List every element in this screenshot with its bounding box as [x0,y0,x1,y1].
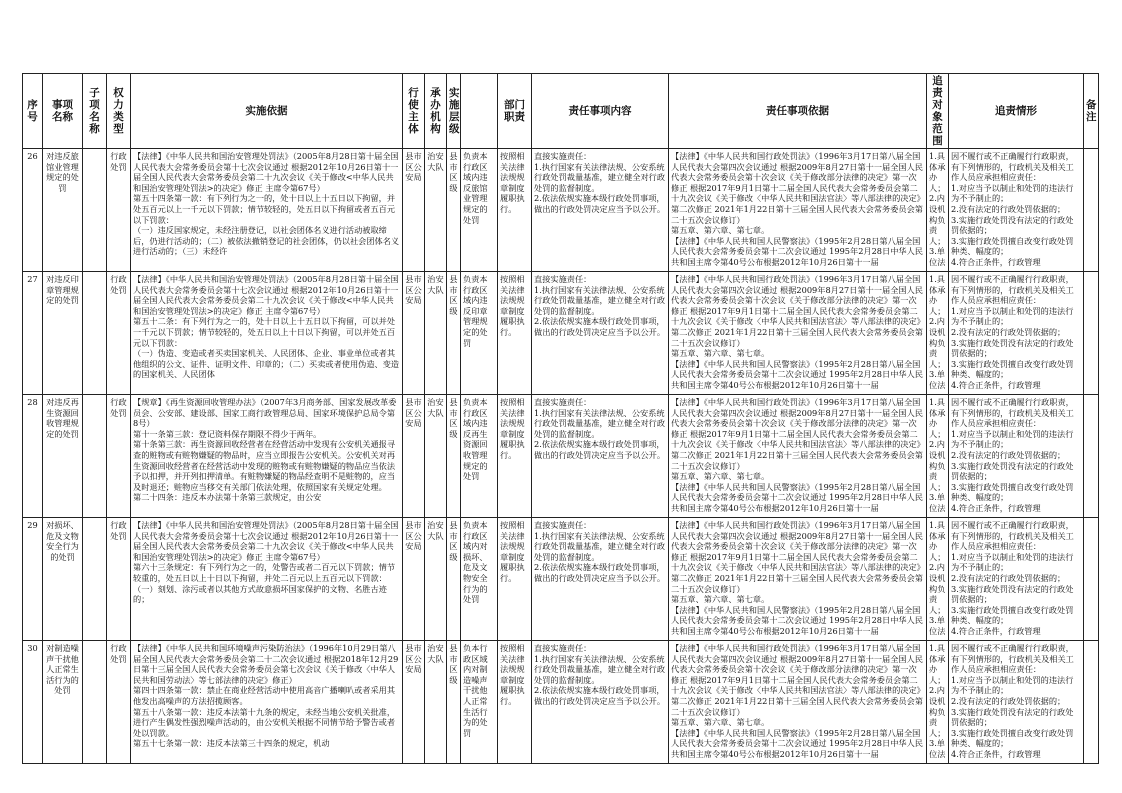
responsibility-table [22,73,1099,764]
org-cell: 治安大队 [425,518,447,641]
scope-cell: 1.具体承办人；2.内设机构负责人；3.单位法 [927,149,949,272]
dept-duty-cell: 按照相关法律法规规章制度履职执行。 [498,641,532,764]
resp_basis-paragraph: 【法律】《中华人民共和国人民警察法》（1995年2月28日第八届全国人民代表大会常务委员会第十二次会议通过 1995年2月28日中华人民共和国主席令第40号公布根据2012年10月26日第十一届 [671,481,923,513]
basis-paragraph: 第五十二条：有下列行为之一的，处十日以上十五日以下拘留，可以并处一千元以下罚款；情节较轻的，处五日以上十日以下拘留，可以并处五百元以下罚款： [133,316,396,348]
level-cell: 县市区级 [447,395,461,518]
subject-cell: 县市区公安局 [403,518,425,641]
row-number: 30 [23,641,43,764]
situation-cell: 因不履行或不正确履行行政职责，有下列情形的，行政机关及相关工作人员应承担相应责任： 1.对应当予以制止和处罚的违法行为不予制止的； 2.没有法定的行政处罚依据的； 3.实施行政处罚没有法定的行政处罚依据的； 3.实施行政处罚擅自改变行政处罚种类、幅度的； 4.符合正条件，行政管理 [949,272,1084,395]
header-subject: 行使主体 [403,74,425,149]
basis-paragraph: （一）违反国家规定，未经注册登记，以社会团体名义进行活动被取缔后，仍进行活动的；（二）被依法撤销登记的社会团体，仍以社会团体名义进行活动的；（三）未经许 [133,225,400,257]
subject-cell: 县市区公安局 [403,149,425,272]
situation-cell: 因不履行或不正确履行行政职责，有下列情形的，行政机关及相关工作人员应承担相应责任： 1.对应当予以制止和处罚的违法行为不予制止的； 2.没有法定的行政处罚依据的； 3.实施行政处罚没有法定的行政处罚依据的； 3.实施行政处罚擅自改变行政处罚种类、幅度的； 4.符合正条件，行政管理 [949,149,1084,272]
content-cell: 直接实施责任： 1.执行国家有关法律法规、公安系统行政处罚裁量基准，建立健全对行政处罚的监督制度。 2.依法依规实施本级行政处罚事项，做出的行政处罚决定应当予以公开。 [532,641,669,764]
resp-basis-cell [669,149,927,272]
org-cell: 治安大队 [425,272,447,395]
header-remark: 备注 [1084,74,1099,149]
remark-cell [1084,272,1099,395]
basis-paragraph: （一）刻划、涂污或者以其他方式故意损坏国家保护的文物、名胜古迹的； [133,583,387,605]
basis-paragraph: 第五十八条第一款：违反本法第十九条的规定，未经当地公安机关批准，进行产生偶发性强烈噪声活动的，由公安机关根据不同情节给予警告或者处以罚款。 [133,706,396,738]
basis-cell [131,518,403,641]
header-name: 事项 名称 [43,74,83,149]
header-org: 承办机构 [425,74,447,149]
remark-cell [1084,518,1099,641]
item-name: 对违反旅馆业管理规定的处罚 [43,149,83,272]
scope-cell: 1.具体承办人；2.内设机构负责人；3.单位法 [927,641,949,764]
basis-cell [131,272,403,395]
power-type: 行政处罚 [107,518,131,641]
table-row [23,395,1099,518]
dept-duty-cell: 按照相关法律法规规章制度履职执行。 [498,518,532,641]
basis-paragraph: 第六十三条规定：有下列行为之一的，处警告或者二百元以下罚款；情节较重的，处五日以上十日以下拘留，并处二百元以上五百元以下罚款： [133,562,396,583]
basis-paragraph: 【法律】《中华人民共和国治安管理处罚法》（2005年8月28日第十届全国人民代表大会常务委员会第十七次会议通过 根据2012年10月26日第十一届全国人民代表大会常务委员会第二十九次会议《关于修改<中华人民共和国治安管理处罚法>的决定》修正 主席令第67号） [133,520,399,562]
header-basis: 实施依据 [131,74,403,149]
duty-cell: 负责本行政区域内对损坏、危及文物安全行为的处罚 [461,518,498,641]
power-type: 行政处罚 [107,395,131,518]
content-cell: 直接实施责任： 1.执行国家有关法律法规、公安系统行政处罚裁量基准，建立健全对行政处罚的监督制度。 2.依法依规实施本级行政处罚事项，做出的行政处罚决定应当予以公开。 [532,395,669,518]
situation-cell: 因不履行或不正确履行行政职责，有下列情形的，行政机关及相关工作人员应承担相应责任： 1.对应当予以制止和处罚的违法行为不予制止的； 2.没有法定的行政处罚依据的； 3.实施行政处罚没有法定的行政处罚依据的； 3.实施行政处罚擅自改变行政处罚种类、幅度的； 4.符合正条件，行政管理 [949,641,1084,764]
scope-cell: 1.具体承办人；2.内设机构负责人；3.单位法 [927,272,949,395]
resp_basis-paragraph: 【法律】《中华人民共和国人民警察法》（1995年2月28日第八届全国人民代表大会常务委员会第十二次会议通过 1995年2月28日中华人民共和国主席令第40号公布根据2012年10月26日第十一届 [671,358,923,390]
subject-cell: 县市区公安局 [403,272,425,395]
resp_basis-paragraph: 第五章、第六章、第七章。 [671,471,770,482]
situation-cell: 因不履行或不正确履行行政职责，有下列情形的，行政机关及相关工作人员应承担相应责任： 1.对应当予以制止和处罚的违法行为不予制止的； 2.没有法定的行政处罚依据的； 3.实施行政处罚没有法定的行政处罚依据的； 3.实施行政处罚擅自改变行政处罚种类、幅度的； 4.符合正条件，行政管理 [949,518,1084,641]
resp-basis-cell [669,518,927,641]
header-no: 序号 [23,74,43,149]
item-name: 对违反印章管理规定的处罚 [43,272,83,395]
table-body [23,149,1099,764]
resp_basis-paragraph: 【法律】《中华人民共和国行政处罚法》（1996年3月17日第八届全国人民代表大会第四次会议通过 根据2009年8月27日第十一届全国人民代表大会常务委员会第十次会议《关于修改部分法律的决定》第一次修正 根据2017年9月1日第十二届全国人民代表大会常务委员会第二十九次会议《关于修改〈中华人民共和国法官法〉等八部法律的决定》第二次修正 2021年1月22日第十三届全国人民代表大会常务委员会第二十五次会议修订） [671,274,923,348]
resp_basis-paragraph: 【法律】《中华人民共和国人民警察法》（1995年2月28日第八届全国人民代表大会常务委员会第十二次会议通过 1995年2月28日中华人民共和国主席令第40号公布根据2012年10月26日第十一届 [671,235,923,267]
header-duty [461,74,498,149]
subject-cell: 县市区公安局 [403,395,425,518]
dept-duty-cell: 按照相关法律法规规章制度履职执行。 [498,272,532,395]
resp-basis-cell [669,272,927,395]
header-type: 权力类型 [107,74,131,149]
header-sub: 子项名称 [83,74,107,149]
table-row [23,641,1099,764]
header-content: 责任事项内容 [532,74,669,149]
header-scope: 追责对象范围 [927,74,949,149]
row-number: 27 [23,272,43,395]
resp-basis-cell [669,395,927,518]
resp_basis-paragraph: 【法律】《中华人民共和国行政处罚法》（1996年3月17日第八届全国人民代表大会第四次会议通过 根据2009年8月27日第十一届全国人民代表大会常务委员会第十次会议《关于修改部分法律的决定》第一次修正 根据2017年9月1日第十二届全国人民代表大会常务委员会第二十九次会议《关于修改〈中华人民共和国法官法〉等八部法律的决定》第二次修正 2021年1月22日第十三届全国人民代表大会常务委员会第二十五次会议修订） [671,520,923,594]
header-dept-duty: 部门职责 [498,74,532,149]
level-cell: 县市区级 [447,272,461,395]
level-cell: 县市区级 [447,149,461,272]
basis-paragraph: 第五十四条第一款：有下列行为之一的，处十日以上十五日以下拘留，并处五百元以上一千元以下罚款；情节较轻的，处五日以下拘留或者五百元以下罚款： [133,193,396,225]
item-name: 对损坏、危及文物安全行为的处罚 [43,518,83,641]
scope-cell: 1.具体承办人；2.内设机构负责人；3.单位法 [927,395,949,518]
org-cell: 治安大队 [425,395,447,518]
basis-paragraph: 【法律】《中华人民共和国治安管理处罚法》（2005年8月28日第十届全国人民代表大会常务委员会第十七次会议通过 根据2012年10月26日第十一届全国人民代表大会常务委员会第二十九次会议《关于修改<中华人民共和国治安管理处罚法>的决定》修正 主席令第67号） [133,274,399,316]
table-row [23,149,1099,272]
resp_basis-paragraph: 第五章、第六章、第七章。 [671,594,770,605]
header-level: 实施层级 [447,74,461,149]
resp-basis-cell [669,641,927,764]
basis-cell [131,395,403,518]
sub-item [83,272,107,395]
basis-cell [131,641,403,764]
org-cell: 治安大队 [425,641,447,764]
basis-paragraph: （一）伪造、变造或者买卖国家机关、人民团体、企业、事业单位或者其他组织的公文、证件、证明文件、印章的；（二）买卖或者使用伪造、变造的国家机关、人民团体 [133,348,400,380]
basis-cell [131,149,403,272]
remark-cell [1084,641,1099,764]
resp_basis-paragraph: 第五章、第六章、第七章。 [671,717,770,728]
resp_basis-paragraph: 【法律】《中华人民共和国行政处罚法》（1996年3月17日第八届全国人民代表大会第四次会议通过 根据2009年8月27日第十一届全国人民代表大会常务委员会第十次会议《关于修改部分法律的决定》第一次修正 根据2017年9月1日第十二届全国人民代表大会常务委员会第二十九次会议《关于修改〈中华人民共和国法官法〉等八部法律的决定》第二次修正 2021年1月22日第十三届全国人民代表大会常务委员会第二十五次会议修订） [671,151,923,225]
row-number: 29 [23,518,43,641]
dept-duty-cell: 按照相关法律法规规章制度履职执行。 [498,395,532,518]
header-situation: 追责情形 [949,74,1084,149]
item-name: 对制造噪声干扰他人正常生活行为的处罚 [43,641,83,764]
duty-cell: 负责本行政区域内违反印章管理规定的处罚 [461,272,498,395]
basis-paragraph: 【规章】《再生资源回收管理办法》（2007年3月商务部、国家发展改革委员会、公安部、建设部、国家工商行政管理总局、国家环境保护总局令第8号） [133,397,397,429]
content-cell: 直接实施责任： 1.执行国家有关法律法规、公安系统行政处罚裁量基准，建立健全对行政处罚的监督制度。 2.依法依规实施本级行政处罚事项，做出的行政处罚决定应当予以公开。 [532,272,669,395]
remark-cell [1084,149,1099,272]
resp_basis-paragraph: 第五章、第六章、第七章。 [671,348,770,359]
item-name: 对违反再生资源回收管理规定的处罚 [43,395,83,518]
basis-paragraph: 【法律】《中华人民共和国治安管理处罚法》（2005年8月28日第十届全国人民代表大会常务委员会第十七次会议通过 根据2012年10月26日第十一届全国人民代表大会常务委员会第二十九次会议《关于修改<中华人民共和国治安管理处罚法>的决定》修正 主席令第67号） [133,151,399,193]
basis-paragraph: 第十条第三款：再生资源回收经营者在经营活动中发现有公安机关通报寻查的赃物或有赃物嫌疑的物品时，应当立即报告公安机关。公安机关对再生资源回收经营者在经营活动中发现的赃物或有赃物嫌疑的物品应当依法予以扣押，并开列扣押清单。有赃物嫌疑的物品经查明不是赃物的，应当及时退还；赃物应当移交有关部门依法处理，依照国家有关规定处理。 [133,439,396,492]
resp_basis-paragraph: 第五章、第六章、第七章。 [671,225,770,236]
basis-paragraph: 第四十四条第一款：禁止在商业经营活动中使用高音广播喇叭或者采用其他发出高噪声的方法招揽顾客。 [133,685,396,706]
basis-paragraph: 第二十四条：违反本办法第十条第三款规定，由公安 [133,492,322,503]
dept-duty-cell: 按照相关法律法规规章制度履职执行。 [498,149,532,272]
content-cell: 直接实施责任： 1.执行国家有关法律法规、公安系统行政处罚裁量基准，建立健全对行政处罚的监督制度。 2.依法依规实施本级行政处罚事项，做出的行政处罚决定应当予以公开。 [532,149,669,272]
table-row [23,272,1099,395]
resp_basis-paragraph: 【法律】《中华人民共和国行政处罚法》（1996年3月17日第八届全国人民代表大会第四次会议通过 根据2009年8月27日第十一届全国人民代表大会常务委员会第十次会议《关于修改部分法律的决定》第一次修正 根据2017年9月1日第十二届全国人民代表大会常务委员会第二十九次会议《关于修改〈中华人民共和国法官法〉等八部法律的决定》第二次修正 2021年1月22日第十三届全国人民代表大会常务委员会第二十五次会议修订） [671,643,923,717]
level-cell: 县市区级 [447,518,461,641]
row-number: 28 [23,395,43,518]
power-type: 行政处罚 [107,641,131,764]
table-row [23,518,1099,641]
situation-cell: 因不履行或不正确履行行政职责，有下列情形的，行政机关及相关工作人员应承担相应责任： 1.对应当予以制止和处罚的违法行为不予制止的； 2.没有法定的行政处罚依据的； 3.实施行政处罚没有法定的行政处罚依据的； 3.实施行政处罚擅自改变行政处罚种类、幅度的； 4.符合正条件，行政管理 [949,395,1084,518]
power-type: 行政处罚 [107,272,131,395]
sub-item [83,518,107,641]
sub-item [83,641,107,764]
level-cell: 县市区级 [447,641,461,764]
header-row [23,74,1099,149]
basis-paragraph: 第五十七条第一款：违反本法第三十四条的规定，机动 [133,738,330,749]
subject-cell: 县市区公安局 [403,641,425,764]
scope-cell: 1.具体承办人；2.内设机构负责人；3.单位法 [927,518,949,641]
org-cell: 治安大队 [425,149,447,272]
duty-cell: 负责本行政区域内违反再生资源回收管理规定的处罚 [461,395,498,518]
resp_basis-paragraph: 【法律】《中华人民共和国行政处罚法》（1996年3月17日第八届全国人民代表大会第四次会议通过 根据2009年8月27日第十一届全国人民代表大会常务委员会第十次会议《关于修改部分法律的决定》第一次修正 根据2017年9月1日第十二届全国人民代表大会常务委员会第二十九次会议《关于修改〈中华人民共和国法官法〉等八部法律的决定》第二次修正 2021年1月22日第十三届全国人民代表大会常务委员会第二十五次会议修订） [671,397,923,471]
basis-paragraph: 第十一条第三款：登记资料保存期限不得少于两年。 [133,428,322,439]
resp_basis-paragraph: 【法律】《中华人民共和国人民警察法》（1995年2月28日第八届全国人民代表大会常务委员会第十二次会议通过 1995年2月28日中华人民共和国主席令第40号公布根据2012年10月26日第十一届 [671,604,923,636]
duty-cell: 负责本行政区域内违反旅馆业管理规定的处罚 [461,149,498,272]
duty-cell: 负本行政区域内对制造噪声干扰他人正常生活行为的处罚 [461,641,498,764]
sub-item [83,149,107,272]
header-resp-basis: 责任事项依据 [669,74,927,149]
power-type: 行政处罚 [107,149,131,272]
sub-item [83,395,107,518]
resp_basis-paragraph: 【法律】《中华人民共和国人民警察法》（1995年2月28日第八届全国人民代表大会常务委员会第十二次会议通过 1995年2月28日中华人民共和国主席令第40号公布根据2012年10月26日第十一届 [671,727,923,759]
basis-paragraph: 【法律】《中华人民共和国环境噪声污染防治法》（1996年10月29日第八届全国人民代表大会常务委员会第二十二次会议通过 根据2018年12月29日第十三届全国人民代表大会常务委员会第七次会议《关于修改〈中华人民共和国劳动法〉等七部法律的决定》修正） [133,643,399,685]
content-cell: 直接实施责任： 1.执行国家有关法律法规、公安系统行政处罚裁量基准，建立健全对行政处罚的监督制度。 2.依法依规实施本级行政处罚事项，做出的行政处罚决定应当予以公开。 [532,518,669,641]
row-number: 26 [23,149,43,272]
remark-cell [1084,395,1099,518]
